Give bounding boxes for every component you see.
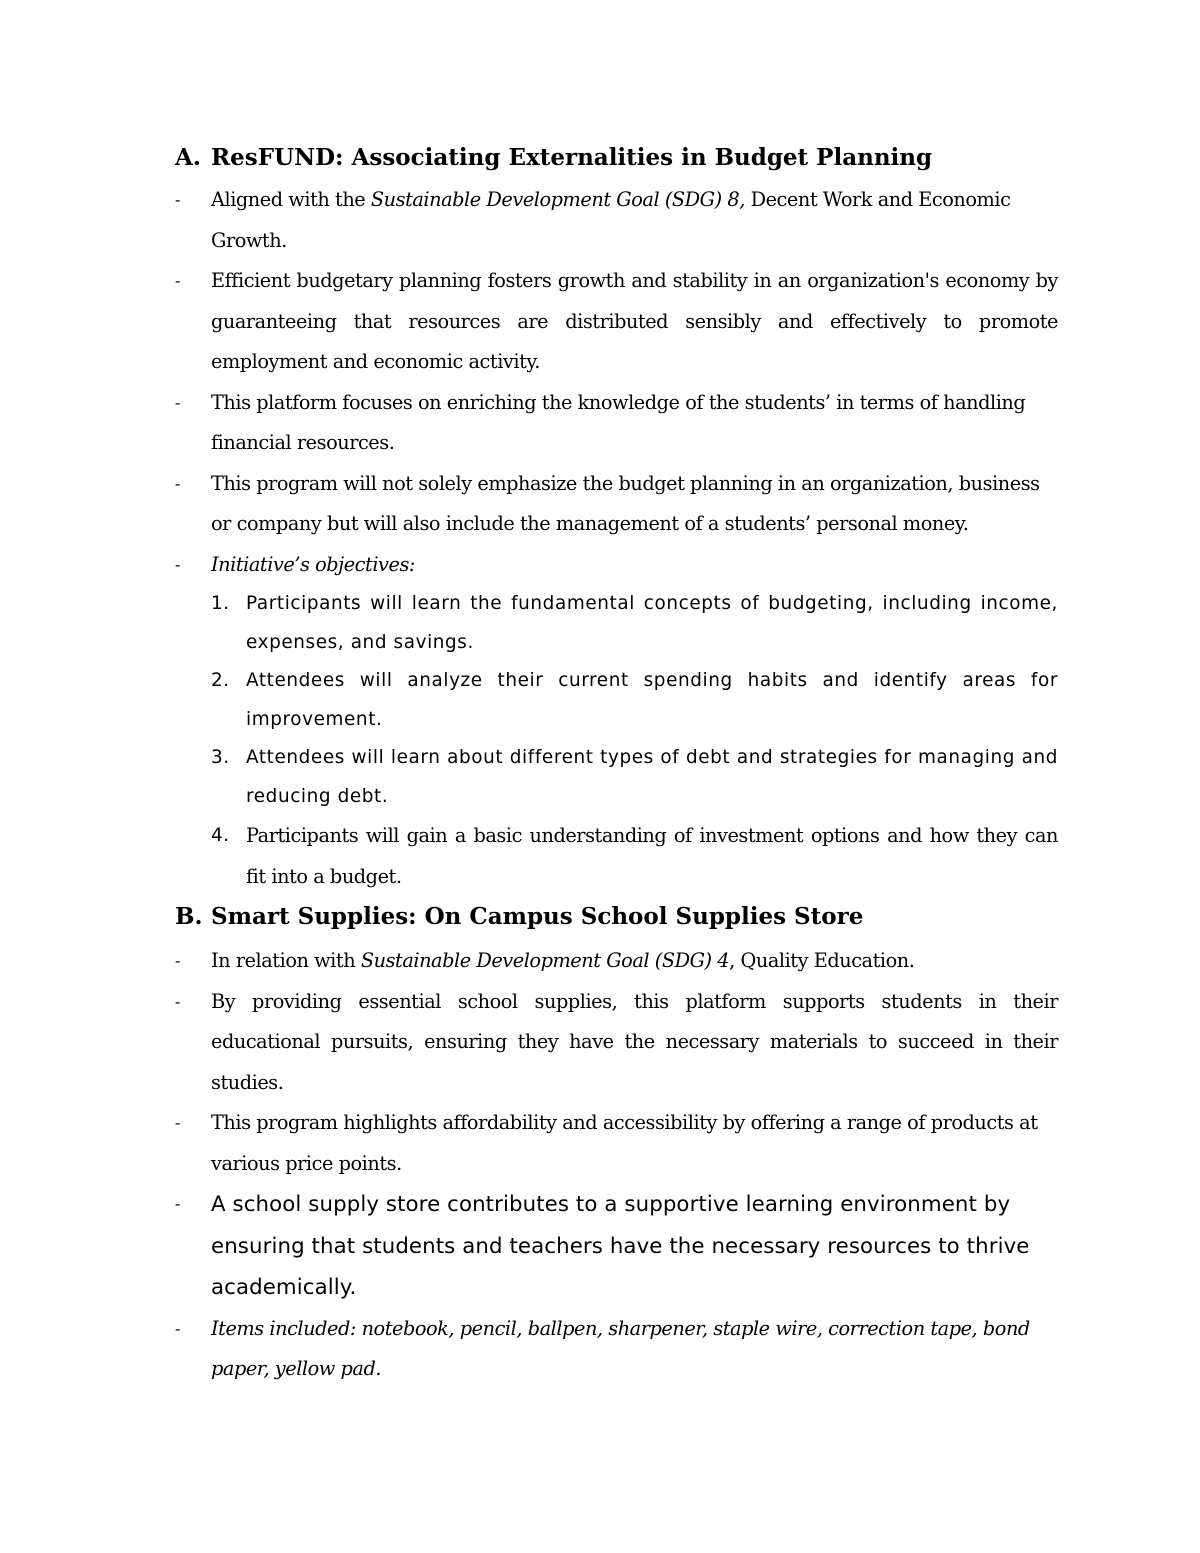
- objective-item: [211, 585, 1058, 662]
- bullet-text: This platform focuses on enriching the knowledge of the students’ in terms of handling financial resources.: [211, 390, 1026, 454]
- sdg-reference: Sustainable Development Goal (SDG) 4: [360, 949, 730, 972]
- section-b-title: Smart Supplies: On Campus School Supplies Store: [211, 903, 864, 930]
- objective-text: Attendees will learn about different types of debt and strategies for managing and reducing debt.: [246, 747, 1058, 807]
- objective-item: [211, 739, 1058, 816]
- document-page: [175, 140, 1058, 1390]
- items-included: Items included: notebook, pencil, ballpen, sharpener, staple wire, correction tape, bond paper, yellow pad.: [211, 1316, 1030, 1380]
- objective-text: Participants will learn the fundamental concepts of budgeting, including income, expenses, and savings.: [246, 593, 1058, 653]
- bullet-text-post: , Quality Education.: [729, 949, 915, 972]
- bullet-text-pre: In relation with: [211, 949, 361, 972]
- section-a-heading: [175, 140, 1058, 176]
- objective-item: [211, 662, 1058, 739]
- bullet-text: [211, 941, 1058, 982]
- bullet-dash: -: [175, 190, 180, 209]
- bullet-text-pre: Aligned with the: [211, 188, 371, 211]
- bullet-dash: -: [175, 473, 180, 493]
- objective-item: [211, 816, 1058, 897]
- objectives-list: [211, 585, 1058, 897]
- bullet-dash: -: [175, 951, 180, 970]
- section-a-title: ResFUND: Associating Externalities in Budget Planning: [211, 144, 933, 171]
- bullet-dash: -: [175, 1113, 180, 1132]
- objectives-label: Initiative’s objectives:: [211, 552, 415, 576]
- bullet-dash: -: [175, 991, 180, 1011]
- bullet-dash: -: [175, 554, 180, 574]
- bullet-dash: -: [175, 392, 180, 412]
- bullet-text: [211, 180, 1058, 261]
- list-item: [175, 941, 1058, 982]
- section-b-heading: [175, 899, 1058, 935]
- bullet-text-post: Decent Work and Economic Growth.: [211, 188, 1011, 252]
- objective-text: Participants will gain a basic understanding of investment options and how they can fit into a budget.: [246, 824, 1058, 888]
- list-item: [175, 261, 1058, 383]
- bullet-dash: -: [175, 1318, 180, 1338]
- list-item: [175, 180, 1058, 261]
- objective-number: 4.: [211, 825, 230, 846]
- bullet-dash: -: [175, 1194, 180, 1213]
- sdg-reference: Sustainable Development Goal (SDG) 8,: [370, 188, 745, 211]
- list-item: [175, 464, 1058, 545]
- objective-number: 2.: [211, 670, 230, 691]
- objective-text: Attendees will analyze their current spending habits and identify areas for improvement.: [246, 670, 1058, 730]
- bullet-text: This program will not solely emphasize the budget planning in an organization, business or company but will also include the management of a students’ personal money.: [211, 471, 1040, 535]
- bullet-text: A school supply store contributes to a supportive learning environment by ensuring that students and teachers have the necessary resources to thrive academically.: [211, 1192, 1030, 1300]
- list-item: [175, 1184, 1058, 1309]
- bullet-text: Efficient budgetary planning fosters growth and stability in an organization's economy by guaranteeing that resources are distributed sensibly and effectively to promote employment and economic activity.: [211, 269, 1058, 373]
- objective-number: 1.: [211, 593, 230, 614]
- list-item: [175, 1309, 1058, 1390]
- list-item: [175, 1103, 1058, 1184]
- section-a-letter: A.: [175, 144, 201, 171]
- objective-number: 3.: [211, 747, 230, 768]
- list-item: [175, 545, 1058, 586]
- section-b-letter: B.: [175, 903, 203, 930]
- bullet-dash: -: [175, 271, 180, 290]
- bullet-text: This program highlights affordability and accessibility by offering a range of products at various price points.: [211, 1111, 1038, 1175]
- list-item: [175, 383, 1058, 464]
- bullet-text: By providing essential school supplies, this platform supports students in their educational pursuits, ensuring they have the necessary materials to succeed in their studies.: [211, 989, 1058, 1094]
- list-item: [175, 982, 1058, 1104]
